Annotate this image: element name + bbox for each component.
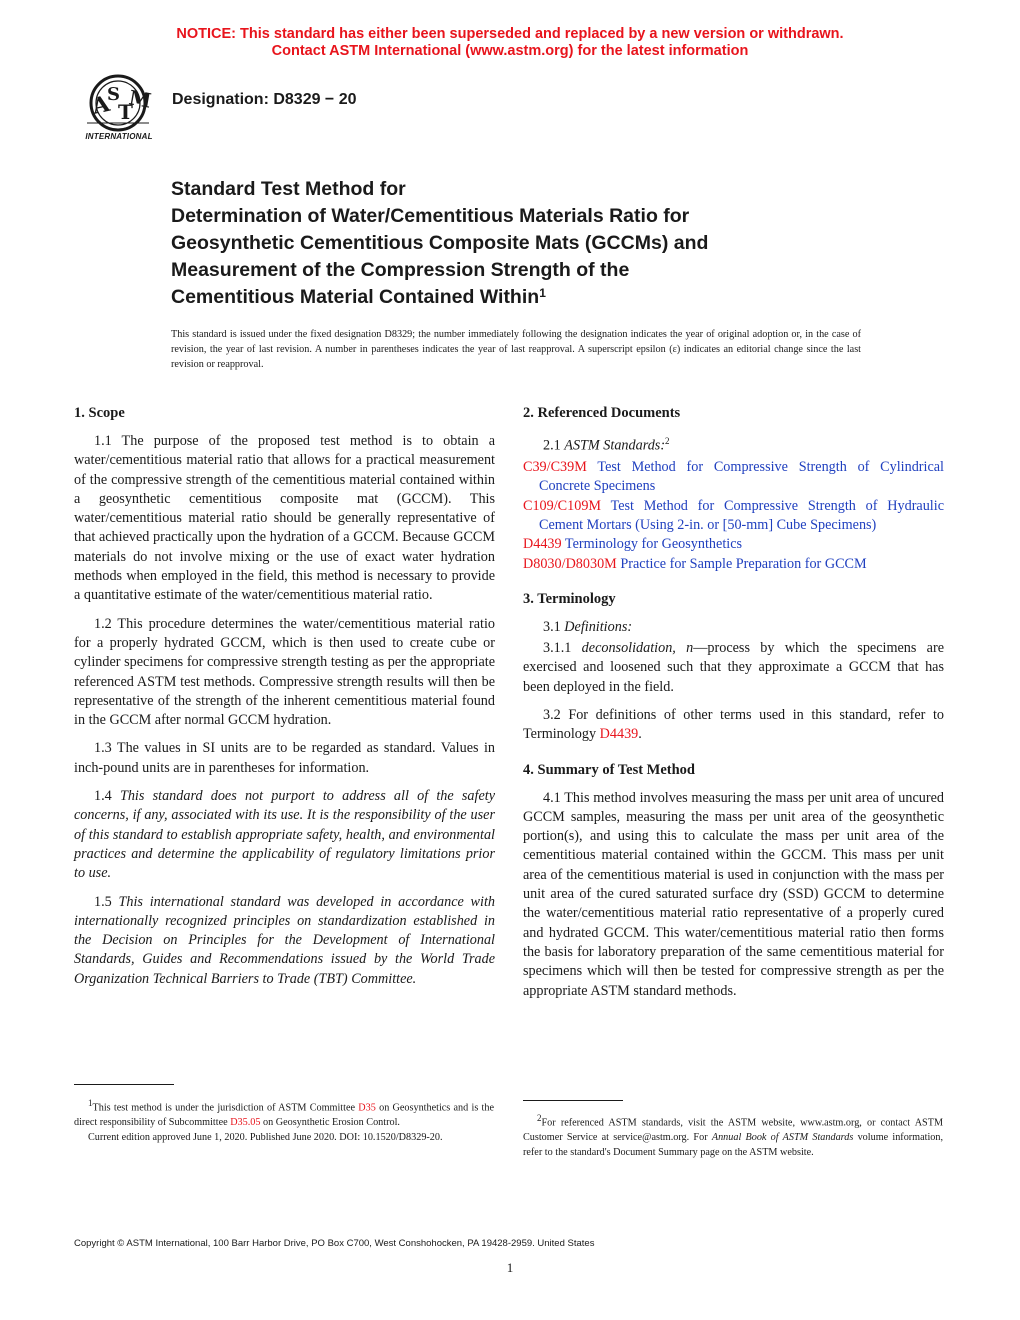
terminology-para-text: 3.2 For definitions of other terms used in this standard, refer to Terminology <box>523 707 944 743</box>
footnote-rule-right <box>523 1100 623 1101</box>
left-column <box>74 404 495 998</box>
footnote-1-text-c: on Geosynthetic Erosion Control. <box>263 1117 400 1129</box>
reference-title-link[interactable]: Practice for Sample Preparation for GCCM <box>620 555 867 572</box>
terminology-para-3-2 <box>523 706 944 745</box>
terminology-reference-link[interactable]: D4439 <box>599 726 639 743</box>
reference-title-link[interactable]: Test Method for Compressive Strength of Hydraulic Cement Mortars (Using 2-in. or [50-mm] Cube Specimens) <box>539 497 944 533</box>
summary-para-4-1: 4.1 This method involves measuring the mass per unit area of uncured GCCM samples, measuring the mass per unit area of the geosynthetic portion(s), and using this to calculate the mass per unit area of the cementitious material contained within the GCCM. This mass per unit area of the cementitious material is used in conjunction with the mass per unit area of the cured saturated surface dry (SSD) GCCM to determine the water/cementitious material ratio representative of a properly cured and hydrated GCCM. This water/cementitious material ratio then forms the basis for laboratory preparation of the same cementitious material for specimens which will then be tested for compressive strength as per the appropriate ASTM standard methods. <box>523 789 944 999</box>
svg-text:T: T <box>118 100 133 124</box>
scope-para-1-4-text: This standard does not purport to address all of the safety concerns, if any, associated with its use. It is the responsibility of the user of this standard to establish appropriate safety, health, and environmental practices and determine the applicability of regulatory limitations prior to use. <box>74 788 495 882</box>
definitions-number: 3.1 <box>543 618 561 635</box>
reference-title-link[interactable]: Terminology for Geosynthetics <box>564 536 743 553</box>
scope-para-1-1: 1.1 The purpose of the proposed test method is to obtain a water/cementitious material ratio that allows for a practical measurement of the compressive strength of the cementitious material contained within a geosynthetic cementitious composite mat (GCCM). This water/cementitious material ratio should be generally representative of that achieved practically upon the hydration of a GCCM. Because GCCM materials do not involve mixing or the use of exact water hydration methods when employed in the field, this method is necessary to provide a quantitative estimate of the water/cementitious material ratio. <box>74 433 495 604</box>
svg-text:S: S <box>107 84 120 105</box>
reference-code-link[interactable]: C39/C39M <box>523 459 587 476</box>
reference-item[interactable] <box>523 535 944 554</box>
title-line-3: Geosynthetic Cementitious Composite Mats (GCCMs) and <box>171 232 709 254</box>
footnote-2 <box>523 1111 943 1160</box>
scope-para-1-4 <box>74 787 495 883</box>
footnote-1 <box>74 1096 494 1145</box>
footnote-2-text-b: volume information, refer to the standard's Document Summary page on the ASTM website. <box>523 1132 944 1159</box>
footnote-1-edition: Current edition approved June 1, 2020. Published June 2020. DOI: 10.1520/D8329-20. <box>88 1132 443 1144</box>
footnote-2-mark: 2 <box>537 1113 542 1123</box>
page-number: 1 <box>506 1260 514 1275</box>
issued-note: This standard is issued under the fixed designation D8329; the number immediately following the designation indicates the year of original adoption or, in the case of revision, the year of last revision. A number in parentheses indicates the year of last reapproval. A superscript epsilon (ε) indicates an editorial change since the last revision or reapproval. <box>171 329 861 370</box>
footnote-1-text-b: on Geosynthetics and is the direct responsibility of Subcommittee <box>74 1102 494 1129</box>
designation: Designation: D8329 − 20 <box>172 91 357 108</box>
notice-line-2: Contact ASTM International (www.astm.org) for the latest information <box>271 43 749 59</box>
scope-para-1-5 <box>74 893 495 989</box>
footnote-1-mark: 1 <box>88 1098 93 1108</box>
subcommittee-d35-05-link[interactable]: D35.05 <box>230 1117 261 1129</box>
definition-text: —process by which the specimens are exercised and loosened such that they approximate a GCCM that has been deployed in the field. <box>523 640 944 695</box>
footnote-1-text-a: This test method is under the jurisdiction of ASTM Committee <box>92 1102 356 1114</box>
svg-text:A: A <box>89 90 112 120</box>
reference-item[interactable] <box>523 497 944 536</box>
scope-heading: 1. Scope <box>74 405 125 421</box>
astm-standards-intro <box>523 432 944 456</box>
copyright-line: Copyright © ASTM International, 100 Barr Harbor Drive, PO Box C700, West Conshohocken, PA 19428-2959. United States <box>74 1238 595 1249</box>
definitions-text: Definitions: <box>564 618 633 635</box>
scope-para-1-4-number: 1.4 <box>94 788 112 805</box>
title-line-5: Cementitious Material Contained Within <box>171 286 540 308</box>
footnote-2-text-a: For referenced ASTM standards, visit the ASTM website, www.astm.org, or contact ASTM Customer Service at service@astm.org. For <box>523 1117 943 1144</box>
title-line-2: Determination of Water/Cementitious Materials Ratio for <box>171 205 690 227</box>
svg-text:M: M <box>127 85 154 113</box>
definition-term: deconsolidation, n <box>581 640 694 657</box>
astm-standards-label: ASTM Standards: <box>564 437 666 454</box>
footnote-rule-left <box>74 1084 174 1085</box>
notice-line-1: NOTICE: This standard has either been superseded and replaced by a new version or withdrawn. <box>176 26 844 42</box>
scope-para-1-2: 1.2 This procedure determines the water/cementitious material ratio for a properly hydrated GCCM, which is then used to create cube or cylinder specimens for compressive strength testing as per the appropriate referenced ASTM test methods. Compressive strength results will then be representative of the strength of the inherent cementitious material found in the GCCM after normal GCCM hydration. <box>74 615 495 729</box>
scope-para-1-3: 1.3 The values in SI units are to be regarded as standard. Values in inch-pound units are in parentheses for information. <box>74 740 495 776</box>
reference-item[interactable] <box>523 555 944 574</box>
committee-d35-link[interactable]: D35 <box>358 1102 376 1114</box>
reference-title-link[interactable]: Test Method for Compressive Strength of Cylindrical Concrete Specimens <box>539 459 944 495</box>
astm-standards-number: 2.1 <box>543 437 561 454</box>
footnote-2-text <box>523 1111 943 1160</box>
notice-banner <box>0 26 1020 60</box>
reference-code-link[interactable]: D8030/D8030M <box>523 555 617 572</box>
logo-caption: INTERNATIONAL <box>85 132 153 141</box>
reference-code-link[interactable]: C109/C109M <box>523 497 602 514</box>
definitions-label <box>523 618 944 637</box>
terminology-heading: 3. Terminology <box>523 590 616 607</box>
title-footnote-mark: 1 <box>539 286 546 300</box>
footnote-1-jurisdiction <box>74 1096 494 1130</box>
title-line-1: Standard Test Method for <box>171 178 406 200</box>
summary-heading: 4. Summary of Test Method <box>523 761 695 778</box>
reference-item[interactable] <box>523 458 944 497</box>
definition-number: 3.1.1 <box>543 640 572 657</box>
title-line-4: Measurement of the Compression Strength of the <box>171 259 630 281</box>
footnote-2-annual-book: Annual Book of ASTM Standards <box>711 1132 854 1144</box>
definition-deconsolidation <box>523 639 944 697</box>
astm-standards-footnote-mark: 2 <box>665 436 670 446</box>
document-title <box>171 176 891 311</box>
scope-para-1-5-number: 1.5 <box>94 893 112 910</box>
right-column <box>523 404 944 1010</box>
reference-code-link[interactable]: D4439 <box>523 536 562 553</box>
terminology-para-end: . <box>638 726 642 743</box>
scope-para-1-5-text: This international standard was developed in accordance with internationally recognized principles on standardization established in the Decision on Principles for the Development of International Standards, Guides and Recommendations issued by the World Trade Organization Technical Barriers to Trade (TBT) Committee. <box>74 893 495 987</box>
referenced-heading: 2. Referenced Documents <box>523 405 681 421</box>
